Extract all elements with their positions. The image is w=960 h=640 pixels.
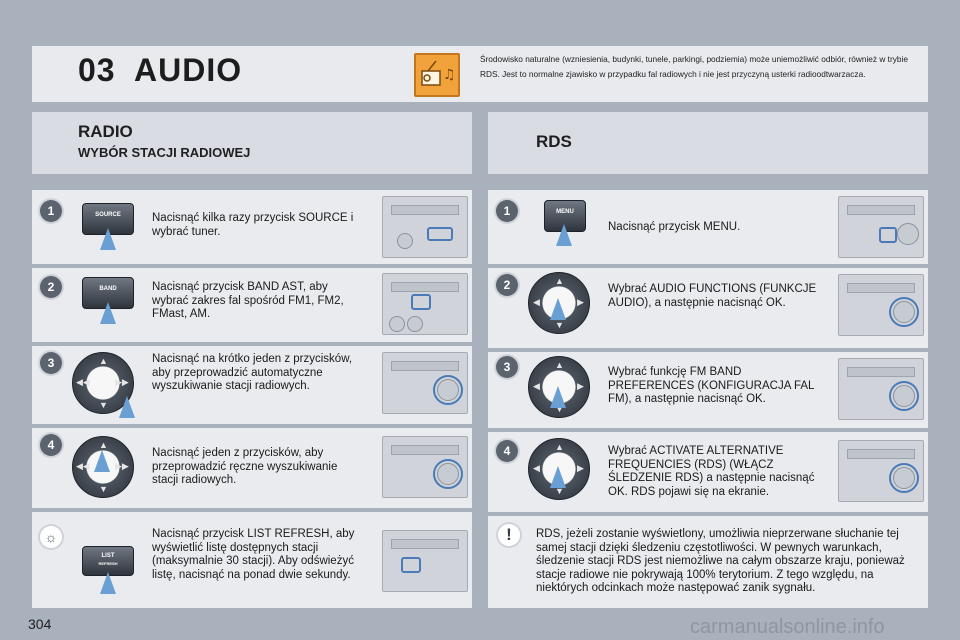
radio-step-3-text: Nacisnąć na krótko jeden z przycisków, aby przeprowadzić automatyczne wyszukiwanie stacji radiowych. [152, 353, 353, 392]
rds-step-2-text: Wybrać AUDIO FUNCTIONS (FUNKCJE AUDIO), a następnie nacisnąć OK. [608, 283, 817, 309]
step-number: 1 [496, 200, 518, 222]
menu-button-label: MENU [556, 209, 574, 215]
chapter-number: 03 [78, 52, 116, 88]
rds-step-4-text: Wybrać ACTIVATE ALTERNATIVE FREQUENCIES (RDS) (WŁĄCZ ŚLEDZENIE RDS) a następnie nacisnąć OK. RDS pojawi się na ekranie. [608, 445, 815, 498]
press-arrow-icon [100, 302, 116, 324]
navigation-dpad[interactable]: ▲ ▼ ◀◀ ▶▶ [72, 436, 134, 498]
radio-unit-illustration [838, 274, 924, 336]
step-number: 1 [40, 200, 62, 222]
chapter-title: AUDIO [134, 52, 243, 88]
radio-unit-illustration [838, 440, 924, 502]
radio-unit-illustration [838, 196, 924, 258]
press-arrow-icon [550, 298, 566, 320]
radio-step-4-text: Nacisnąć jeden z przycisków, aby przeprowadzić ręczne wyszukiwanie stacji radiowych. [152, 447, 338, 486]
radio-unit-illustration [838, 358, 924, 420]
step-number: 3 [40, 352, 62, 374]
radio-unit-illustration [382, 273, 468, 335]
rds-warning-text: RDS, jeżeli zostanie wyświetlony, umożliwia nieprzerwane słuchanie tej samej stacji dzięki śledzeniu częstotliwości. W pewnych warunkach, śledzenie stacji RDS jest niemożliwe na całym obszarze kraju, ponieważ stacje radiowe nie pokrywają 100% terytorium. Z tego względu, na niektórych odcinkach może następować zanik sygnału. [536, 528, 905, 594]
press-arrow-icon [100, 228, 116, 250]
press-arrow-icon [119, 396, 135, 418]
rds-step-3-text: Wybrać funkcję FM BAND PREFERENCES (KONFIGURACJA FAL FM), a następnie nacisnąć OK. [608, 366, 814, 405]
band-button-label: BAND [99, 286, 117, 292]
step-number: 2 [496, 274, 518, 296]
radio-title: RADIO [78, 122, 133, 141]
step-number: 2 [40, 276, 62, 298]
radio-unit-illustration [382, 352, 468, 414]
warning-icon: ! [498, 524, 520, 546]
navigation-dpad[interactable]: ▲ ▼ ◀ ▶ [528, 272, 590, 334]
watermark: carmanualsonline.info [690, 616, 885, 638]
navigation-dpad[interactable]: ▲ ▼ ◀ ▶ [528, 438, 590, 500]
press-arrow-icon [550, 466, 566, 488]
refresh-button-label: REFRESH [98, 561, 118, 566]
rds-step-1-text: Nacisnąć przycisk MENU. [608, 221, 741, 233]
navigation-dpad[interactable]: ▲ ▼ ◀◀ ▶▶ [72, 352, 134, 414]
radio-step-1-text: Nacisnąć kilka razy przycisk SOURCE i wybrać tuner. [152, 212, 354, 238]
svg-text:♫: ♫ [443, 67, 456, 83]
press-arrow-icon [100, 572, 116, 594]
radio-subtitle: WYBÓR STACJI RADIOWEJ [78, 145, 251, 160]
header-note: Środowisko naturalne (wzniesienia, budynki, tunele, parkingi, podziemia) może uniemożliwić odbiór, również w trybie RDS. Jest to normalne zjawisko w przypadku fal radiowych i nie jest przyczyną usterki radioodtwarzacza. [480, 54, 908, 79]
step-number: 3 [496, 356, 518, 378]
radio-music-icon [414, 53, 460, 97]
step-number: 4 [40, 434, 62, 456]
rds-title: RDS [536, 132, 572, 151]
navigation-dpad[interactable]: ▲ ▼ ◀ ▶ [528, 356, 590, 418]
press-arrow-icon [550, 386, 566, 408]
step-number: 4 [496, 440, 518, 462]
sun-tip-icon: ☼ [40, 526, 62, 548]
radio-unit-illustration [382, 530, 468, 592]
radio-unit-illustration [382, 196, 468, 258]
press-arrow-icon [556, 224, 572, 246]
press-arrow-icon [94, 450, 110, 472]
radio-step-2-text: Nacisnąć przycisk BAND AST, aby wybrać zakres fal spośród FM1, FM2, FMast, AM. [152, 281, 344, 320]
page-number: 304 [28, 616, 52, 632]
radio-tip-text: Nacisnąć przycisk LIST REFRESH, aby wyświetlić listę dostępnych stacji (maksymalnie 30 stacji). Aby odświeżyć listę, nacisnąć na ponad dwie sekundy. [152, 528, 355, 581]
radio-unit-illustration [382, 436, 468, 498]
source-button-label: SOURCE [95, 212, 121, 218]
list-button-label: LIST [101, 553, 115, 559]
